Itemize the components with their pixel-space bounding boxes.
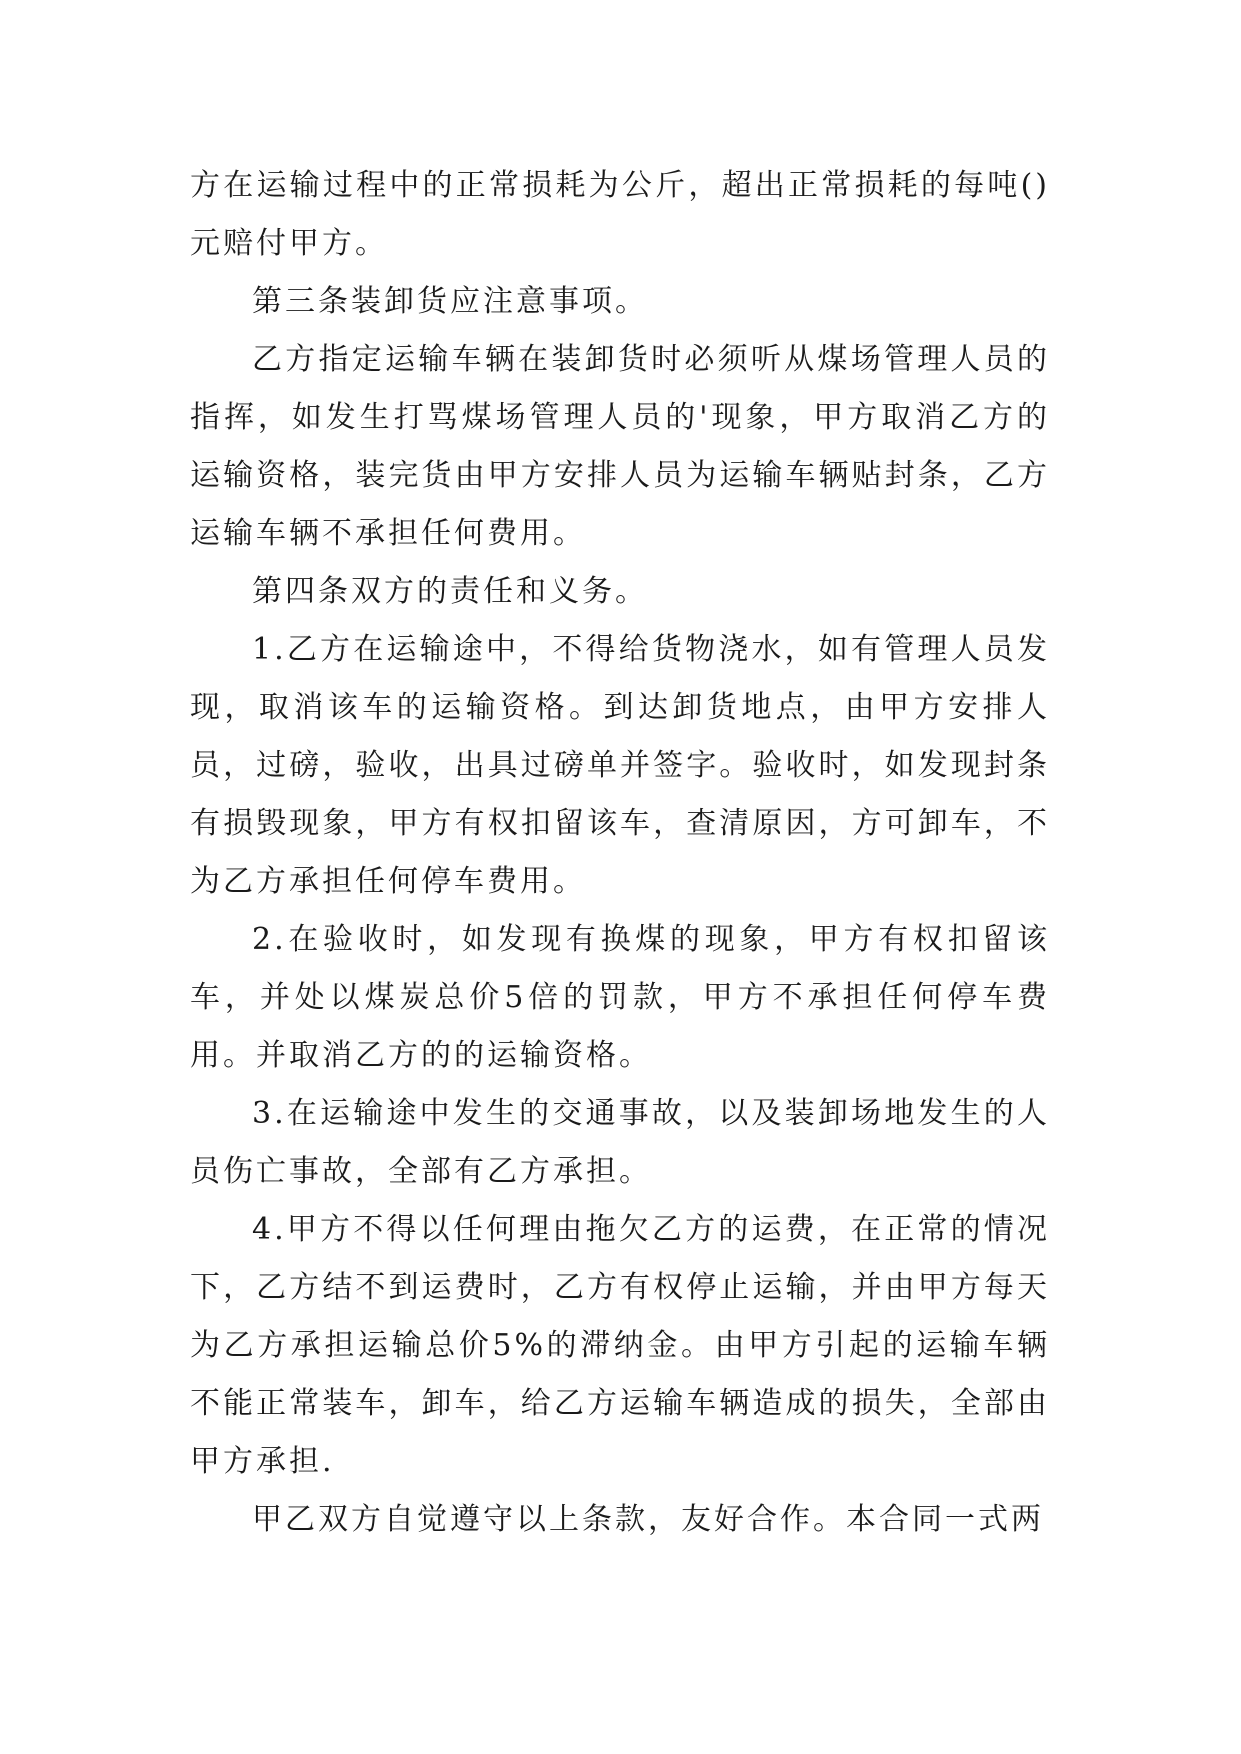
paragraph-article-3-body: 乙方指定运输车辆在装卸货时必须听从煤场管理人员的指挥，如发生打骂煤场管理人员的'现象，甲方取消乙方的运输资格，装完货由甲方安排人员为运输车辆贴封条，乙方运输车辆不承担任何费用。 (190, 342, 1050, 551)
document-body (190, 157, 1050, 1549)
paragraph-clause-4: 4.甲方不得以任何理由拖欠乙方的运费，在正常的情况下，乙方结不到运费时，乙方有权停止运输，并由甲方每天为乙方承担运输总价5%的滞纳金。由甲方引起的运输车辆不能正常装车，卸车，给乙方运输车辆造成的损失，全部由甲方承担. (190, 1212, 1050, 1479)
paragraph-closing: 甲乙双方自觉遵守以上条款，友好合作。本合同一式两 (252, 1502, 1044, 1537)
paragraph-clause-2: 2.在验收时，如发现有换煤的现象，甲方有权扣留该车，并处以煤炭总价5倍的罚款，甲方不承担任何停车费用。并取消乙方的的运输资格。 (190, 922, 1050, 1073)
paragraph-clause-1: 1.乙方在运输途中，不得给货物浇水，如有管理人员发现，取消该车的运输资格。到达卸货地点，由甲方安排人员，过磅，验收，出具过磅单并签字。验收时，如发现封条有损毁现象，甲方有权扣留该车，查清原因，方可卸车，不为乙方承担任何停车费用。 (190, 632, 1050, 899)
paragraph-clause-3: 3.在运输途中发生的交通事故，以及装卸场地发生的人员伤亡事故，全部有乙方承担。 (190, 1096, 1050, 1189)
heading-article-4: 第四条双方的责任和义务。 (252, 574, 648, 609)
heading-article-3: 第三条装卸货应注意事项。 (252, 284, 648, 319)
paragraph-loss-compensation: 方在运输过程中的正常损耗为公斤，超出正常损耗的每吨()元赔付甲方。 (190, 168, 1050, 261)
